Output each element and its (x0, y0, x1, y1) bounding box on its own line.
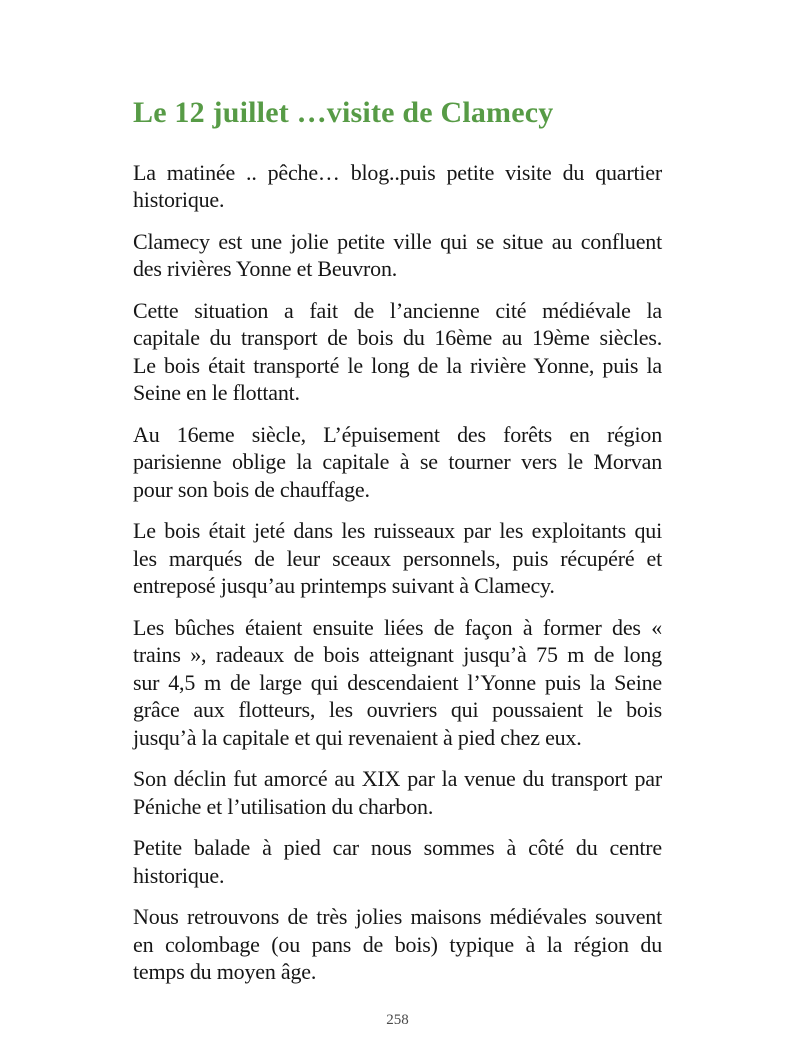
paragraph (133, 834, 662, 889)
text-line: des rivières Yonne et Beuvron. (133, 256, 398, 281)
paragraph (133, 903, 662, 986)
text-line: Seine en le flottant. (133, 380, 300, 405)
text-line: Le bois était transporté le long de la rivière Yonne, puis la (133, 352, 662, 378)
text-line: Clamecy est une jolie petite ville qui se situe au confluent (133, 228, 662, 254)
text-line: capitale du transport de bois du 16ème au 19ème siècles. (133, 325, 662, 350)
text-line: historique. (133, 187, 225, 212)
paragraph (133, 517, 662, 600)
paragraph (133, 297, 662, 407)
text-line: Péniche et l’utilisation du charbon. (133, 793, 434, 819)
text-line: Nous retrouvons de très jolies maisons médiévales souvent (133, 904, 662, 929)
text-line: en colombage (ou pans de bois) typique à la région du (133, 931, 662, 957)
text-line: les marqués de leur sceaux personnels, puis récupéré et (133, 545, 662, 571)
page-title: Le 12 juillet …visite de Clamecy (133, 96, 554, 129)
paragraph (133, 614, 662, 752)
text-line: Cette situation a fait de l’ancienne cité médiévale la (133, 297, 662, 323)
text-line: temps du moyen âge. (133, 959, 317, 984)
text-line: Au 16eme siècle, L’épuisement des forêts en région (133, 421, 662, 447)
text-line: historique. (133, 862, 225, 888)
text-line: Petite balade à pied car nous sommes à côté du centre (133, 835, 662, 860)
text-line: trains », radeaux de bois atteignant jusqu’à 75 m de long (133, 642, 662, 667)
text-line: La matinée .. pêche… blog..puis petite visite du quartier (133, 159, 662, 185)
paragraph (133, 159, 662, 214)
text-line: jusqu’à la capitale et qui revenaient à pied chez eux. (133, 724, 582, 750)
page-number: 258 (386, 1012, 409, 1028)
text-line: Le bois était jeté dans les ruisseaux par les exploitants qui (133, 518, 662, 543)
text-line: Les bûches étaient ensuite liées de façon à former des « (133, 614, 662, 640)
text-line: parisienne oblige la capitale à se tourner vers le Morvan (133, 449, 662, 474)
body-text (133, 159, 662, 986)
paragraph (133, 421, 662, 504)
text-line: grâce aux flotteurs, les ouvriers qui poussaient le bois (133, 697, 662, 722)
text-line: entreposé jusqu’au printemps suivant à Clamecy. (133, 573, 555, 598)
paragraph (133, 765, 662, 820)
text-line: sur 4,5 m de large qui descendaient l’Yonne puis la Seine (133, 669, 662, 695)
text-line: Son déclin fut amorcé au XIX par la venue du transport par (133, 766, 662, 791)
paragraph (133, 228, 662, 283)
text-line: pour son bois de chauffage. (133, 476, 370, 502)
